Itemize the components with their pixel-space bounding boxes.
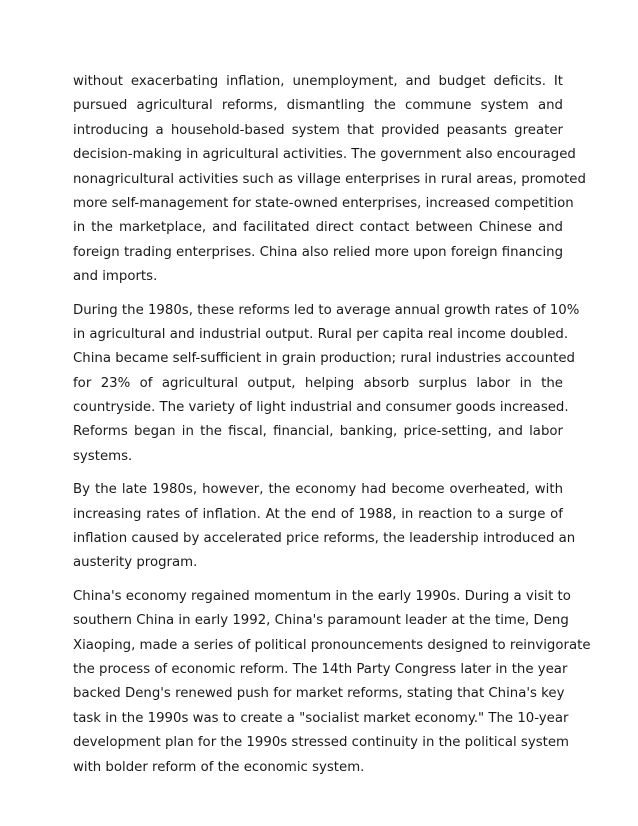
text-line: without exacerbating inflation, unemployment, and budget deficits. It	[73, 74, 563, 89]
text-line: China became self-sufficient in grain production; rural industries accounted	[73, 351, 575, 367]
text-line: inflation caused by accelerated price reforms, the leadership introduced an	[73, 531, 576, 547]
text-line: foreign trading enterprises. China also relied more upon foreign financing	[73, 244, 564, 260]
text-line: By the late 1980s, however, the economy had become overheated, with	[73, 482, 563, 498]
text-line: the process of economic reform. The 14th Party Congress later in the year	[73, 661, 568, 677]
text-line: southern China in early 1992, China's paramount leader at the time, Deng	[73, 613, 569, 629]
text-line: systems.	[73, 448, 133, 464]
text-line: more self-management for state-owned enterprises, increased competition	[73, 195, 574, 211]
text-line: Xiaoping, made a series of political pronouncements designed to reinvigorate	[73, 637, 591, 653]
paragraph-1980s-growth	[73, 299, 580, 470]
text-line: austerity program.	[73, 555, 198, 571]
text-line: introducing a household-based system that provided peasants greater	[73, 122, 563, 138]
paragraph-late-1980s	[73, 478, 576, 576]
text-line: in the marketplace, and facilitated direct contact between Chinese and	[73, 220, 563, 236]
text-line: with bolder reform of the economic system.	[73, 759, 365, 775]
text-line: development plan for the 1990s stressed continuity in the political system	[73, 735, 569, 751]
text-line: countryside. The variety of light industrial and consumer goods increased.	[73, 400, 569, 416]
text-line: increasing rates of inflation. At the end of 1988, in reaction to a surge of	[73, 506, 563, 522]
text-line: task in the 1990s was to create a "socialist market economy." The 10-year	[73, 710, 569, 726]
text-line: nonagricultural activities such as village enterprises in rural areas, promoted	[73, 171, 586, 187]
document-page	[73, 70, 591, 789]
text-line: pursued agricultural reforms, dismantling the commune system and	[73, 98, 563, 114]
text-line: Reforms began in the fiscal, financial, banking, price-setting, and labor	[73, 424, 563, 440]
text-line: and imports.	[73, 269, 158, 285]
text-line: decision-making in agricultural activities. The government also encouraged	[73, 147, 576, 163]
text-line: in agricultural and industrial output. Rural per capita real income doubled.	[73, 326, 569, 342]
text-line: backed Deng's renewed push for market reforms, stating that China's key	[73, 686, 565, 702]
text-line: During the 1980s, these reforms led to average annual growth rates of 10%	[73, 302, 580, 318]
paragraph-1990s	[73, 585, 591, 780]
text-line: China's economy regained momentum in the early 1990s. During a visit to	[73, 588, 571, 604]
paragraph-reforms	[73, 70, 586, 290]
text-line: for 23% of agricultural output, helping absorb surplus labor in the	[73, 375, 563, 391]
